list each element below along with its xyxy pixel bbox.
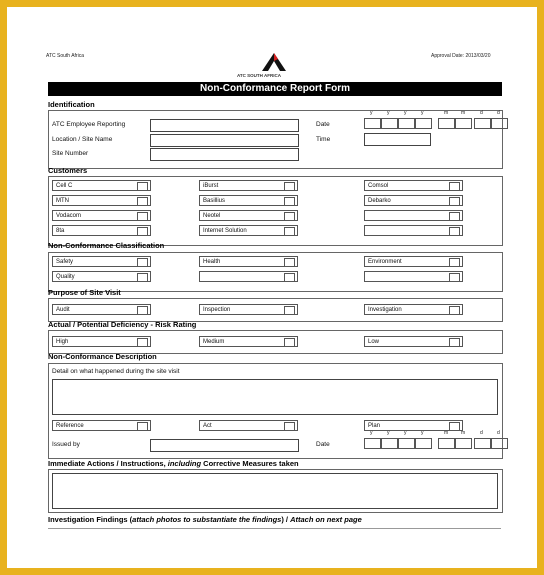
customer-checkbox[interactable]: [137, 212, 148, 221]
customer-option[interactable]: [199, 225, 298, 236]
site-number-field[interactable]: [150, 148, 299, 161]
org-name: ATC South Africa: [46, 53, 84, 59]
date-digit-box[interactable]: [474, 118, 491, 129]
classification-heading: Non-Conformance Classification: [48, 241, 165, 250]
risk-checkbox[interactable]: [137, 338, 148, 347]
classification-option[interactable]: [364, 256, 463, 267]
location-field[interactable]: [150, 134, 299, 147]
customer-option-label: iBurst: [203, 183, 219, 189]
purpose-option-label: Audit: [56, 307, 70, 313]
date-digit-box[interactable]: [381, 118, 398, 129]
issued-date-digit-box[interactable]: [415, 438, 432, 449]
purpose-option-label: Investigation: [368, 307, 402, 313]
purpose-option[interactable]: [52, 304, 151, 315]
purpose-option[interactable]: [199, 304, 298, 315]
purpose-checkbox[interactable]: [137, 306, 148, 315]
employee-label: ATC Employee Reporting: [52, 121, 126, 128]
reference-field[interactable]: [52, 420, 151, 431]
detail-label: Detail on what happened during the site visit: [52, 368, 180, 375]
classification-option[interactable]: [199, 271, 298, 282]
issued-date-letter: y: [387, 430, 390, 436]
employee-field[interactable]: [150, 119, 299, 132]
risk-option-label: Medium: [203, 339, 225, 345]
form-title: Non-Conformance Report Form: [48, 82, 502, 96]
date-letter: m: [461, 110, 466, 116]
purpose-checkbox[interactable]: [449, 306, 460, 315]
purpose-heading: Purpose of Site Visit: [48, 288, 121, 297]
customer-option-label: Comsol: [368, 183, 389, 189]
findings-heading: Investigation Findings (attach photos to substantiate the findings) / Attach on next page: [48, 515, 362, 524]
classification-checkbox[interactable]: [137, 258, 148, 267]
date-label: Date: [316, 121, 330, 128]
issued-date-digit-box[interactable]: [474, 438, 491, 449]
classification-option-label: Quality: [56, 274, 75, 280]
issued-date-digit-box[interactable]: [364, 438, 381, 449]
act-checkbox[interactable]: [284, 422, 295, 431]
classification-checkbox[interactable]: [284, 258, 295, 267]
customer-checkbox[interactable]: [137, 182, 148, 191]
customer-option[interactable]: [199, 180, 298, 191]
risk-checkbox[interactable]: [449, 338, 460, 347]
customer-option[interactable]: [199, 210, 298, 221]
customer-option[interactable]: [52, 180, 151, 191]
date-digit-box[interactable]: [364, 118, 381, 129]
date-digit-box[interactable]: [491, 118, 508, 129]
approval-date: Approval Date: 2013/03/20: [431, 53, 491, 59]
customer-option-label: Basillius: [203, 198, 226, 204]
customer-checkbox[interactable]: [284, 227, 295, 236]
actions-field[interactable]: [52, 473, 498, 509]
customer-option[interactable]: [364, 180, 463, 191]
form-page: [7, 7, 537, 568]
classification-checkbox[interactable]: [137, 273, 148, 282]
risk-option[interactable]: [364, 336, 463, 347]
customer-checkbox[interactable]: [449, 197, 460, 206]
customer-option-label: 8ta: [56, 228, 65, 234]
classification-option-label: Health: [203, 259, 221, 265]
findings-line: [48, 528, 501, 529]
customer-option[interactable]: [52, 225, 151, 236]
customer-checkbox[interactable]: [137, 197, 148, 206]
customer-option-label: Neotel: [203, 213, 221, 219]
issued-date-letter: d: [497, 430, 500, 436]
customer-option-label: Debarko: [368, 198, 391, 204]
classification-option[interactable]: [52, 271, 151, 282]
location-label: Location / Site Name: [52, 136, 113, 143]
customer-option-label: Vodacom: [56, 213, 82, 219]
customer-option[interactable]: [364, 195, 463, 206]
issued-date-letter: d: [480, 430, 483, 436]
customer-checkbox[interactable]: [449, 182, 460, 191]
customer-option[interactable]: [364, 210, 463, 221]
date-letter: m: [444, 110, 449, 116]
date-digit-box[interactable]: [455, 118, 472, 129]
customer-option[interactable]: [52, 210, 151, 221]
purpose-option-label: Inspection: [203, 307, 231, 313]
logo-icon: [262, 53, 286, 71]
site-number-label: Site Number: [52, 150, 89, 157]
date-letter: y: [370, 110, 373, 116]
act-field[interactable]: [199, 420, 298, 431]
customers-heading: Customers: [48, 166, 88, 175]
customer-option[interactable]: [199, 195, 298, 206]
risk-option[interactable]: [199, 336, 298, 347]
issued-date-letter: m: [444, 430, 449, 436]
classification-option[interactable]: [364, 271, 463, 282]
issued-date-digit-box[interactable]: [491, 438, 508, 449]
classification-option[interactable]: [199, 256, 298, 267]
customer-option-label: MTN: [56, 198, 69, 204]
customer-option-label: Cell C: [56, 183, 73, 189]
classification-option-label: Environment: [368, 259, 402, 265]
time-label: Time: [316, 136, 331, 143]
issued-date-label: Date: [316, 441, 330, 448]
issued-by-label: Issued by: [52, 441, 80, 448]
date-letter: d: [480, 110, 483, 116]
issued-date-letter: y: [370, 430, 373, 436]
description-heading: Non-Conformance Description: [48, 352, 157, 361]
classification-option[interactable]: [52, 256, 151, 267]
time-field[interactable]: [364, 133, 431, 146]
issued-date-letter: y: [421, 430, 424, 436]
detail-field[interactable]: [52, 379, 498, 415]
issued-date-digit-box[interactable]: [398, 438, 415, 449]
act-label: Act: [203, 423, 212, 429]
risk-option-label: Low: [368, 339, 380, 345]
classification-checkbox[interactable]: [449, 258, 460, 267]
risk-checkbox[interactable]: [284, 338, 295, 347]
date-letter: y: [404, 110, 407, 116]
plan-label: Plan: [368, 423, 381, 429]
reference-label: Reference: [56, 423, 84, 429]
risk-heading: Actual / Potential Deficiency - Risk Rating: [48, 320, 197, 329]
classification-checkbox[interactable]: [284, 273, 295, 282]
classification-checkbox[interactable]: [449, 273, 460, 282]
date-letter: y: [387, 110, 390, 116]
customer-checkbox[interactable]: [284, 197, 295, 206]
date-digit-box[interactable]: [415, 118, 432, 129]
issued-date-letter: y: [404, 430, 407, 436]
date-letter: d: [497, 110, 500, 116]
purpose-checkbox[interactable]: [284, 306, 295, 315]
actions-heading: Immediate Actions / Instructions, including Corrective Measures taken: [48, 459, 299, 468]
date-digit-box[interactable]: [438, 118, 455, 129]
risk-option[interactable]: [52, 336, 151, 347]
customer-option[interactable]: [364, 225, 463, 236]
issued-by-field[interactable]: [150, 439, 299, 452]
logo-text: ATC SOUTH AFRICA: [237, 73, 281, 78]
classification-option-label: Safety: [56, 259, 74, 265]
customer-checkbox[interactable]: [284, 182, 295, 191]
date-digit-box[interactable]: [398, 118, 415, 129]
issued-date-digit-box[interactable]: [455, 438, 472, 449]
purpose-option[interactable]: [364, 304, 463, 315]
identification-heading: Identification: [48, 100, 95, 109]
issued-date-letter: m: [461, 430, 466, 436]
risk-option-label: High: [56, 339, 69, 345]
plan-checkbox[interactable]: [449, 422, 460, 431]
customer-checkbox[interactable]: [137, 227, 148, 236]
customer-option[interactable]: [52, 195, 151, 206]
customer-option-label: Internet Solution: [203, 228, 247, 234]
date-letter: y: [421, 110, 424, 116]
customer-checkbox[interactable]: [449, 227, 460, 236]
customer-checkbox[interactable]: [449, 212, 460, 221]
reference-checkbox[interactable]: [137, 422, 148, 431]
issued-date-digit-box[interactable]: [438, 438, 455, 449]
customer-checkbox[interactable]: [284, 212, 295, 221]
issued-date-digit-box[interactable]: [381, 438, 398, 449]
